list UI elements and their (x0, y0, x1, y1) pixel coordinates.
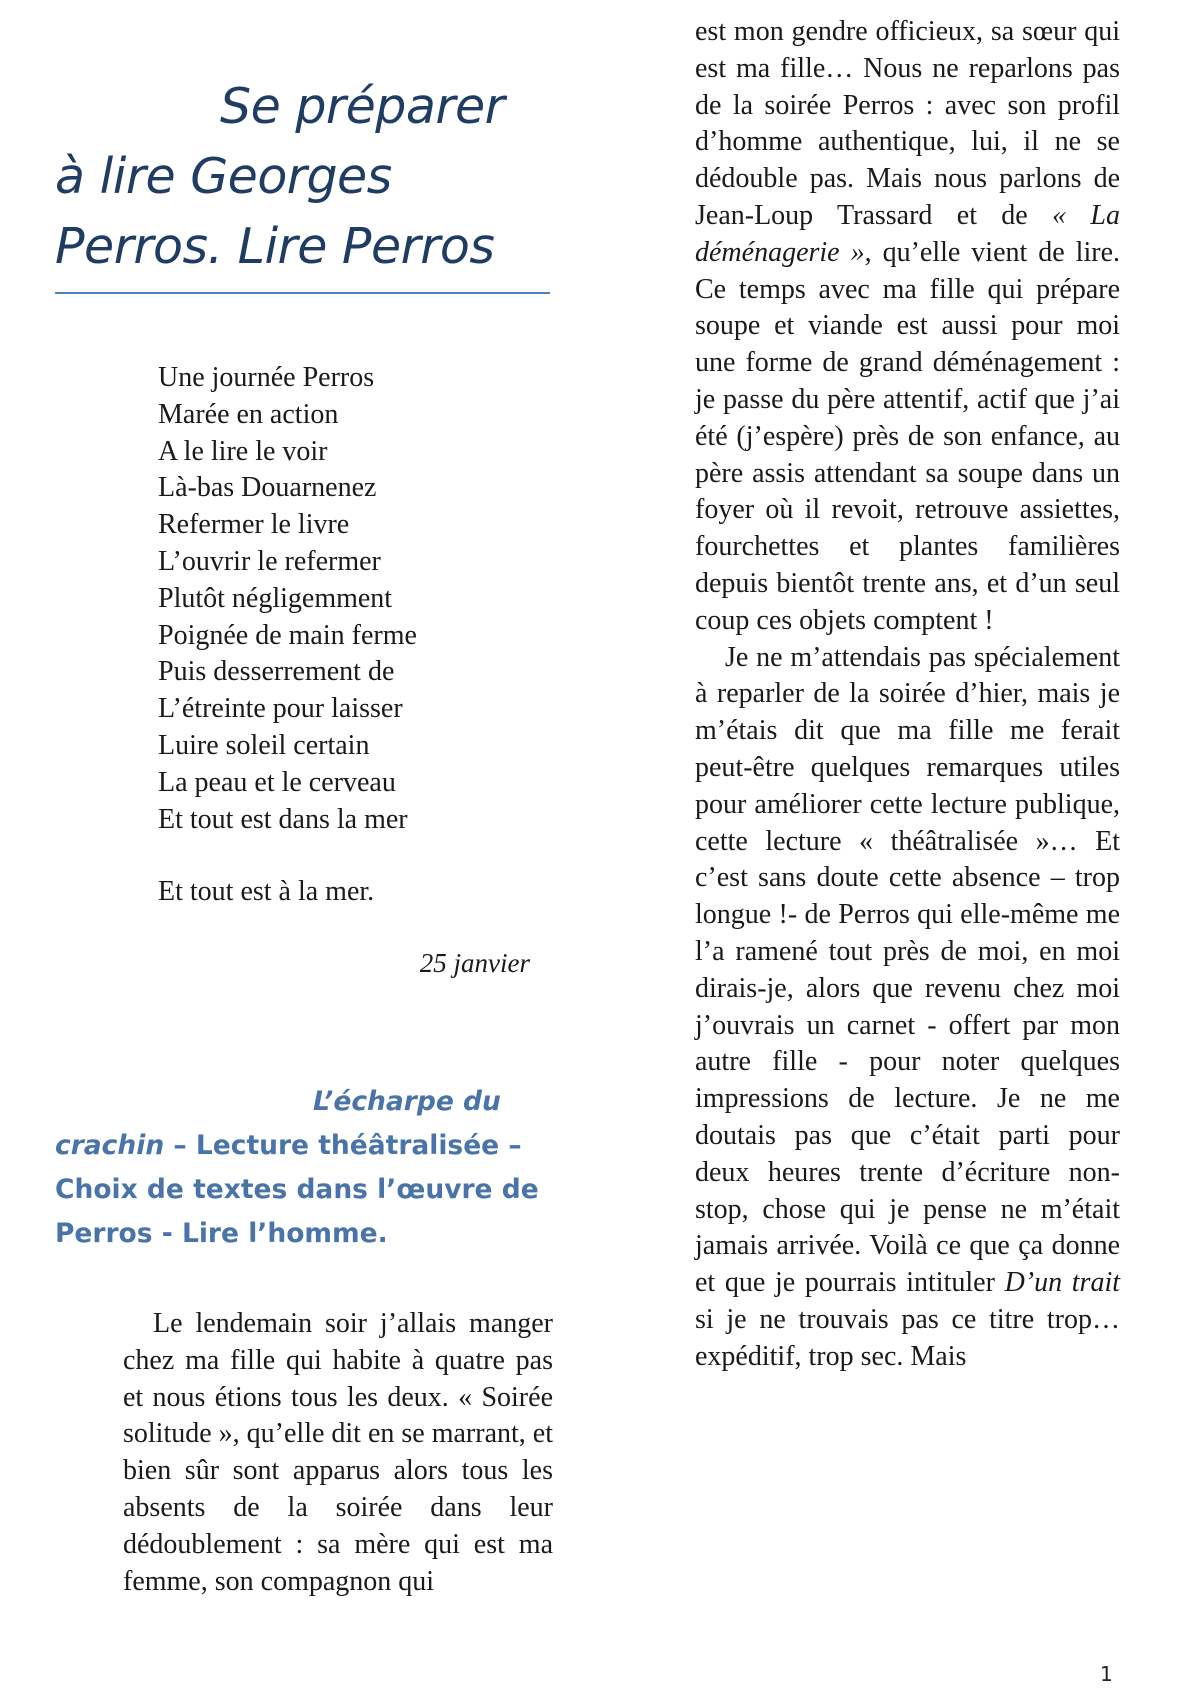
title-line-2: à lire Georges (55, 148, 392, 205)
body-paragraph-left: Le lendemain soir j’allais manger chez ma fille qui habite à quatre pas et nous étions tous les deux. « Soirée solitude », qu’elle dit en se marrant, et bien sûr sont apparus alors tous les absents de la soirée dans leur dédoublement : sa mère qui est ma femme, son compagnon qui (123, 1307, 553, 1597)
body-paragraph-right-1 (695, 14, 1120, 640)
poem-line: Une journée Perros (158, 362, 375, 393)
poem-line: Luire soleil certain (158, 729, 370, 761)
heading-line-2-rest: – Lecture théâtralisée – (164, 1129, 522, 1161)
heading-line-3: Choix de textes dans l’œuvre de (55, 1173, 539, 1205)
poem-line: La peau et le cerveau (158, 766, 396, 798)
poem-line: L’étreinte pour laisser (158, 693, 403, 725)
poem-line: Plutôt négligemment (158, 582, 393, 614)
heading-line-2 (55, 1124, 550, 1168)
body-paragraph-right-2 (695, 640, 1120, 1376)
poem-line: Refermer le livre (158, 509, 350, 541)
poem-line: Marée en action (158, 398, 339, 430)
page-title (55, 72, 550, 282)
heading-line-4: Perros - Lire l’homme. (55, 1217, 388, 1249)
working-title-italic: D’un trait (1004, 1267, 1121, 1299)
book-title-italic: « La déménagerie » (695, 199, 1120, 268)
paragraph-text: est mon gendre officieux, sa sœur qui est ma fille… Nous ne reparlons pas de la soirée Perros : avec son profil d’homme authentique, lui, il ne se dédouble pas. Mais nous parlons de Jean-Loup Trassard et de (695, 16, 1120, 231)
title-line-1: Se préparer (220, 78, 505, 135)
poem-final-line: Et tout est à la mer. (158, 876, 375, 908)
poem-date: 25 janvier (419, 948, 530, 979)
heading-italic-title-part2: crachin (55, 1129, 165, 1161)
left-column (55, 72, 553, 1600)
poem-line: A le lire le voir (158, 435, 328, 467)
poem (158, 360, 550, 982)
heading-italic-title-part1: L’écharpe du (313, 1085, 501, 1117)
poem-line: Puis desserrement de (158, 656, 395, 688)
paragraph-text: Je ne m’attendais pas spécialement à reparler de la soirée d’hier, mais je m’étais dit que ma fille me ferait peut-être quelques remarques utiles pour améliorer cette lecture publique, cette lecture « théâtralisée »… Et c’est sans doute cette absence – trop longue !- de Perros qui elle-même me l’a ramené tout près de moi, en moi dirais-je, alors que revenu chez moi j’ouvrais un carnet - offert par mon autre fille - pour noter quelques impressions de lecture. Je ne me doutais pas que c’était parti pour deux heures trente d’écriture non-stop, chose qui je pense ne m’était jamais arrivée. Voilà ce que ça donne et que je pourrais intituler (695, 641, 1120, 1299)
poem-line: L’ouvrir le refermer (158, 545, 381, 577)
section-heading (55, 1080, 550, 1256)
poem-line: Là-bas Douarnenez (158, 472, 377, 504)
page-number: 1 (1100, 1662, 1113, 1686)
title-underline-rule (55, 292, 550, 294)
title-line-3: Perros. Lire Perros (55, 218, 495, 275)
poem-line: Poignée de main ferme (158, 619, 417, 651)
paragraph-text: si je ne trouvais pas ce titre trop… expéditif, trop sec. Mais (695, 1303, 1120, 1372)
poem-line: Et tout est dans la mer (158, 803, 408, 835)
paragraph-text: , qu’elle vient de lire. Ce temps avec ma fille qui prépare soupe et viande est aussi pour moi une forme de grand déménagement : je passe du père attentif, actif que j’ai été (j’espère) près de son enfance, au père assis attendant sa soupe dans un foyer où il revoit, retrouve assiettes, fourchettes et plantes familières depuis bientôt trente ans, et d’un seul coup ces objets comptent ! (695, 236, 1120, 636)
right-column (695, 14, 1120, 1375)
